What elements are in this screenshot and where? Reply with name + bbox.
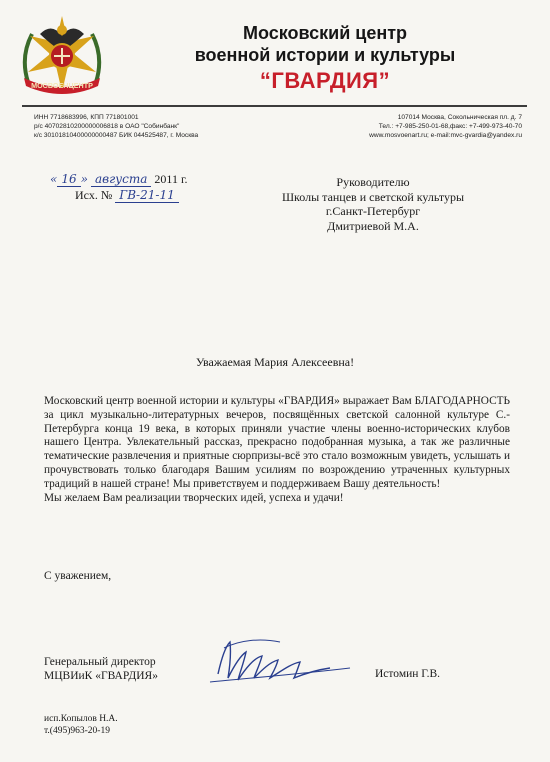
addressee-line: г.Санкт-Петербург — [325, 204, 421, 218]
reference-label: Исх. № — [75, 188, 113, 202]
requisite-line: к/с 30101810400000000487 БИК 044525487, г. Москва — [34, 132, 199, 139]
header-divider — [22, 105, 527, 107]
requisite-line: ИНН 7718683996, КПП 771801001 — [34, 114, 139, 121]
letter-date — [50, 172, 188, 187]
addressee-block — [258, 175, 488, 233]
signatory-name: Истомин Г.В. — [375, 668, 441, 680]
date-open-quote: « — [50, 172, 58, 186]
contact-address: 107014 Москва, Сокольническая пл. д. 7 — [397, 114, 522, 121]
addressee-line: Школы танцев и светской культуры — [281, 189, 465, 204]
body-paragraph: Московский центр военной истории и культуры «ГВАРДИЯ» выражает Вам БЛАГОДАРНОСТЬ за цикл музыкально-литературных вечеров, посвящённых светской салонной культуре С.-Петербурга конца 19 века, в которых приняли участие члены военно-исторических клубов нашего Центра. Увлекательный рассказ, прекрасно подобранная музыка, а так же различные тематические развлечения и приятные сюрпризы-всё это стало возможным увидеть, услышать и прочувствовать только благодаря Вашим усилиям по возрождению утраченных культурных традиций в нашей стране! Мы приветствуем и поддерживаем Вашу деятельность! — [44, 395, 510, 490]
requisite-line: р/с 40702810200000006818 в ОАО "Собинбанк" — [34, 123, 180, 130]
organization-name — [160, 22, 490, 66]
closing-phrase: С уважением, — [44, 570, 112, 582]
contact-web: www.mosvoenart.ru; e-mail:mvc-gvardia@yandex.ru — [369, 132, 522, 139]
salutation: Уважаемая Мария Алексеевна! — [195, 355, 355, 369]
handwritten-signature — [200, 628, 360, 698]
outgoing-reference — [75, 188, 179, 203]
date-month: августа — [91, 172, 151, 187]
emblem-logo — [18, 12, 106, 98]
addressee-line: Дмитриевой М.А. — [327, 218, 419, 233]
contact-phone: Тел.: +7-985-250-01-68,факс: +7-499-973-40-70 — [378, 123, 522, 130]
contact-info — [300, 113, 522, 140]
executor-info — [44, 713, 118, 737]
date-day: 16 — [57, 172, 80, 187]
signatory-title-line-2: МЦВИиК «ГВАРДИЯ» — [44, 670, 158, 682]
org-line-2: военной истории и культуры — [194, 45, 456, 65]
org-line-1: Московский центр — [242, 23, 408, 43]
executor-name: исп.Копылов Н.А. — [44, 714, 118, 724]
letter-body — [44, 395, 510, 505]
signatory-title — [44, 655, 158, 683]
emblem-text: МОСВОЕНЦЕНТР — [31, 81, 93, 90]
addressee-line: Руководителю — [336, 175, 410, 189]
executor-phone: т.(495)963-20-19 — [44, 726, 110, 736]
reference-number: ГВ-21-11 — [115, 188, 178, 203]
date-close-quote: » — [80, 172, 88, 186]
bank-requisites — [34, 113, 274, 140]
organization-brand: “ГВАРДИЯ” — [259, 68, 391, 93]
date-year: 2011 г. — [154, 172, 188, 186]
signatory-title-line-1: Генеральный директор — [44, 656, 156, 668]
body-paragraph: Мы желаем Вам реализации творческих идей, успеха и удачи! — [44, 491, 344, 504]
